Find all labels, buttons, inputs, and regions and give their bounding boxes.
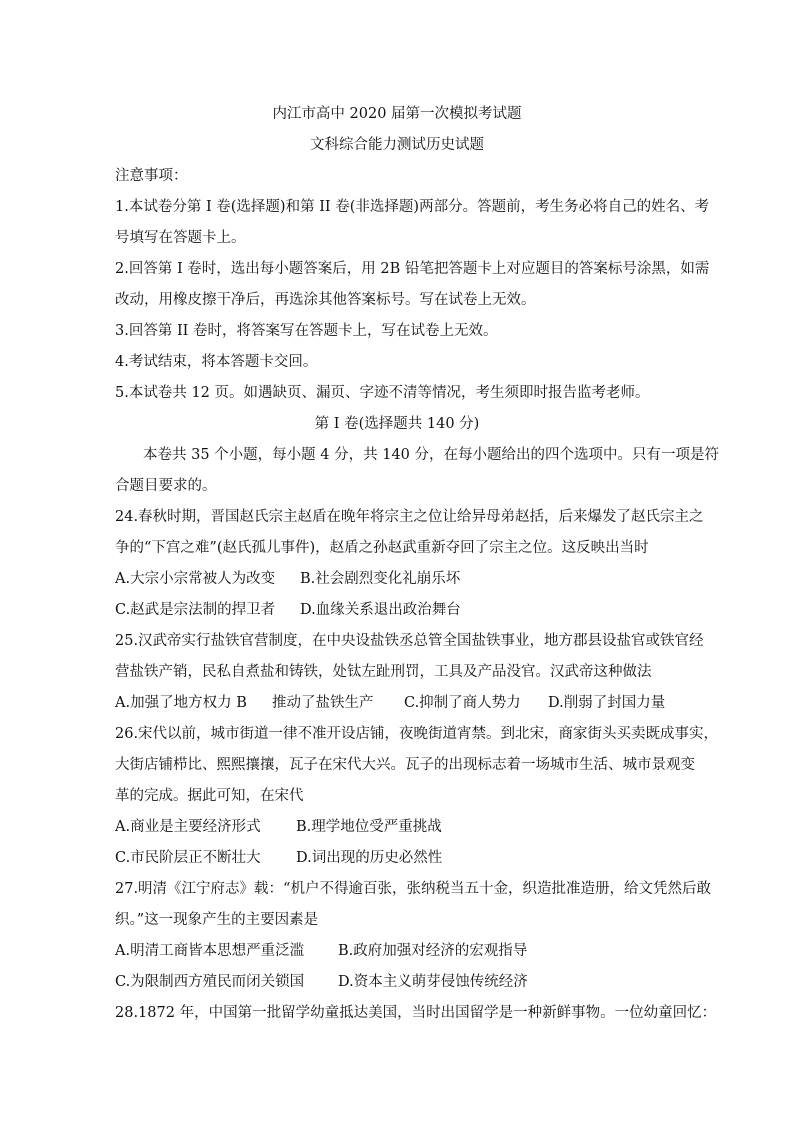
section-desc-line-1: 本卷共 35 个小题，每小题 4 分，共 140 分，在每小题给出的四个选项中。只有一项是符: [143, 447, 720, 463]
q25-option-b: 推动了盐铁生产: [272, 695, 374, 711]
q24-option-c: C.赵武是宗法制的捍卫者: [115, 602, 276, 618]
q25-stem-line-2: 营盐铁产销，民私自煮盐和铸铁，处钛左趾刑罚，工具及产品没官。汉武帝这种做法: [115, 664, 652, 680]
notice-item-2-line-1: 2.回答第 I 卷时，选出每小题答案后，用 2B 铅笔把答题卡上对应题目的答案标号涂黑，如需: [115, 261, 710, 277]
q25-option-d: D.削弱了封国力量: [548, 695, 666, 711]
q27-option-a: A.明清工商皆本思想严重泛滥: [115, 943, 305, 959]
notice-item-1-line-1: 1.本试卷分第 I 卷(选择题)和第 II 卷(非选择题)两部分。答题前，考生务必将自己的姓名、考: [115, 199, 710, 215]
q27-option-c: C.为限制西方殖民而闭关锁国: [115, 974, 305, 990]
exam-title: 内江市高中 2020 届第一次模拟考试题: [272, 106, 522, 122]
notice-heading: 注意事项：: [115, 168, 188, 184]
section-title: 第 I 卷(选择题共 140 分): [314, 416, 480, 432]
notice-item-2-line-2: 改动，用橡皮擦干净后，再选涂其他答案标号。写在试卷上无效。: [115, 292, 536, 308]
q28-stem-line-1: 28.1872 年，中国第一批留学幼童抵达美国，当时出国留学是一种新鲜事物。一位幼童回忆：: [115, 1005, 717, 1021]
q26-stem-line-2: 大街店铺栉比、熙熙攘攘，瓦子在宋代大兴。瓦子的出现标志着一场城市生活、城市景观变: [115, 757, 695, 773]
q24-stem-line-1: 24.春秋时期，晋国赵氏宗主赵盾在晚年将宗主之位让给异母弟赵括，后来爆发了赵氏宗主之: [115, 509, 704, 525]
notice-item-3: 3.回答第 II 卷时，将答案写在答题卡上，写在试卷上无效。: [115, 323, 498, 339]
q26-stem-line-3: 革的完成。据此可知，在宋代: [115, 788, 304, 804]
q26-option-d: D.词出现的历史必然性: [296, 850, 443, 866]
notice-item-5: 5.本试卷共 12 页。如遇缺页、漏页、字迹不清等情况，考生须即时报告监考老师。: [115, 385, 650, 401]
q24-stem-line-2: 争的“下宫之难”(赵氏孤儿事件)，赵盾之孙赵武重新夺回了宗主之位。这反映出当时: [115, 540, 649, 556]
notice-item-1-line-2: 号填写在答题卡上。: [115, 230, 246, 246]
q26-option-c: C.市民阶层正不断壮大: [115, 850, 261, 866]
q27-stem-line-2: 织。”这一现象产生的主要因素是: [115, 912, 319, 928]
q25-stem-line-1: 25.汉武帝实行盐铁官营制度，在中央设盐铁丞总管全国盐铁事业，地方郡县设盐官或铁官经: [115, 633, 704, 649]
notice-item-4: 4.考试结束，将本答题卡交回。: [115, 354, 318, 370]
q24-option-a: A.大宗小宗常被人为改变: [115, 571, 276, 587]
q26-option-b: B.理学地位受严重挑战: [296, 819, 442, 835]
q25-option-c: C.抑制了商人势力: [404, 695, 521, 711]
exam-subtitle: 文科综合能力测试历史试题: [310, 137, 484, 153]
q26-stem-line-1: 26.宋代以前，城市街道一律不准开设店铺，夜晚街道宵禁。到北宋，商家街头买卖既成事实，: [115, 726, 719, 742]
q25-option-a: A.加强了地方权力 B: [115, 695, 247, 711]
q27-option-d: D.资本主义萌芽侵蚀传统经济: [338, 974, 528, 990]
q26-option-a: A.商业是主要经济形式: [115, 819, 261, 835]
q27-stem-line-1: 27.明清《江宁府志》载：“机户不得逾百张，张纳税当五十金，织造批准造册，给文凭然后敢: [115, 881, 711, 897]
section-desc-line-2: 合题目要求的。: [115, 478, 217, 494]
q27-option-b: B.政府加强对经济的宏观指导: [338, 943, 528, 959]
q24-option-b: B.社会剧烈变化礼崩乐坏: [300, 571, 461, 587]
q24-option-d: D.血缘关系退出政治舞台: [300, 602, 461, 618]
